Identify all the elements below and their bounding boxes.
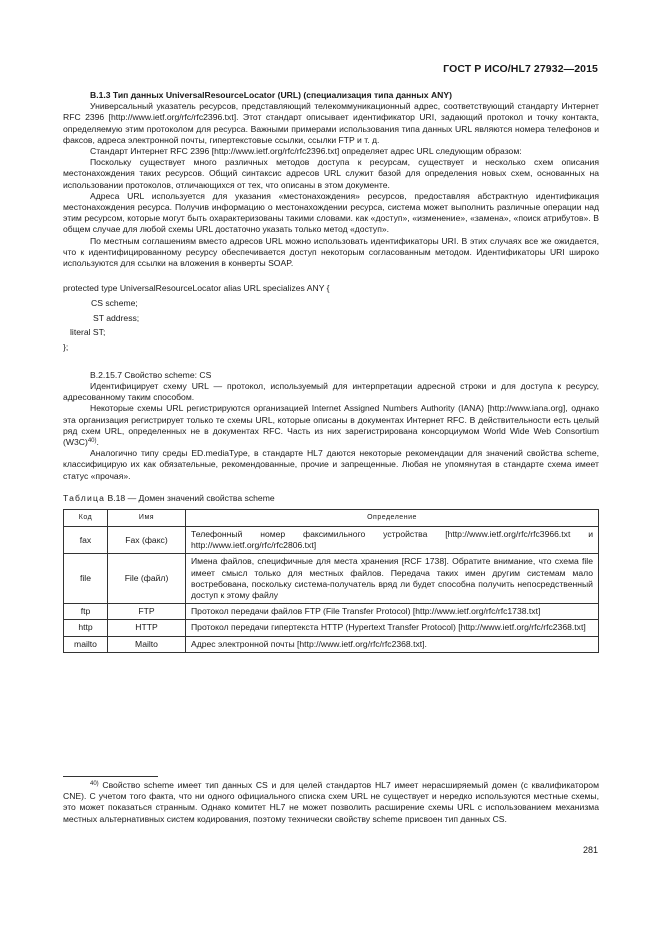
column-header-code: Код: [64, 510, 108, 527]
table-caption-label: Таблица: [63, 492, 106, 503]
cell-name: FTP: [108, 604, 186, 620]
page-content: [63, 90, 599, 653]
cell-code: ftp: [64, 604, 108, 620]
table-caption: [63, 493, 599, 504]
cell-name: Mailto: [108, 636, 186, 652]
table-caption-text: В.18 — Домен значений свойства scheme: [105, 492, 275, 503]
paragraph: Адреса URL используется для указания «местонахождения» ресурсов, предоставляя абстрактную идентификация местонахождения ресурса. Получив информацию о местонахождении ресурса, система может выполнить различные операции над этим ресурсом, которые могут быть охарактеризованы такими словами. как «доступ», «изменение», «замена», «поиск атрибутов». В общем случае для любой схемы URL достаточно указать только метод «доступ».: [63, 190, 599, 235]
code-line: ST address;: [93, 312, 140, 323]
paragraph: Универсальный указатель ресурсов, представляющий телекоммуникационный адрес, соответствующий стандарту Интернет RFC 2396 [http://www.ietf.org/rfc/rfc2396.txt]. Этот стандарт описывает идентификатор URI, задающий протокол и точку контакта, определяемую этим протоколом для ресурса. Важными примерами использования типа данных URL являются номера телефонов и факсов, адреса электронной почты, гипертекстовые ссылки, ссылки FTP и т. д.: [63, 101, 599, 145]
code-block: [63, 283, 599, 353]
paragraph: [63, 403, 599, 448]
cell-definition: Адрес электронной почты [http://www.ietf.org/rfc/rfc2368.txt].: [186, 636, 599, 652]
cell-code: file: [64, 554, 108, 604]
code-line: literal ST;: [70, 327, 106, 338]
paragraph: По местным соглашениям вместо адресов URL можно использовать идентификаторы URI. В этих случаях все же ожидается, что к идентифицированному ресурсу обеспечивается доступ некоторым согласованным методом. Идентификаторы URI широко используются для ссылки на вложения в конверты SOAP.: [63, 235, 599, 269]
footnote-reference[interactable]: 40): [87, 437, 97, 444]
scheme-domain-table: [63, 509, 599, 653]
paragraph: Идентифицирует схему URL — протокол, используемый для интерпретации адресной строки и для доступа к ресурсу, адресованному таким способом.: [63, 380, 599, 403]
cell-definition: Телефонный номер факсимильного устройства [http://www.ietf.org/rfc/rfc3966.txt и http://www.ietf.org/rfc/rfc2806.txt]: [186, 527, 599, 554]
footnote-marker: 40): [90, 781, 99, 787]
document-header: ГОСТ Р ИСО/HL7 27932—2015: [443, 63, 598, 75]
page-number: 281: [582, 845, 598, 855]
column-header-name: Имя: [108, 510, 186, 527]
cell-name: HTTP: [108, 620, 186, 636]
cell-definition: Имена файлов, специфичные для места хранения [RCF 1738]. Обратите внимание, что схема file имеет смысл только для местных файлов. Передача таких имен другим системам мало востребована, поскольку система-получатель вряд ли будет способна получить непосредственный доступ к этому файлу: [186, 554, 599, 604]
table-row: [64, 604, 599, 620]
footnote-text: Свойство scheme имеет тип данных CS и для целей стандартов HL7 имеет нерасширяемый домен (с квалификатором CNE). С учетом того факта, что ни одного официального списка схем URL не существует и нередко используются местные схемы, это может показаться странным. Однако комитет HL7 не может позволить расширение схемы URL с использованием механизма местных альтернативных систем кодирования, поэтому технически свойству scheme присвоен тип данных CS.: [63, 780, 599, 824]
column-header-definition: Определение: [186, 510, 599, 527]
paragraph-text: Некоторые схемы URL регистрируются организацией Internet Assigned Numbers Authority (IANA) [http://www.iana.org], однако эта организация регистрирует только те схемы URL, которые описаны в документах Интернет RFC. В действительности есть целый ряд схем URL, определенных не в документах RFC. Часть из них зарегистрирована консорциумом World Wide Web Consortium (W3C): [63, 403, 599, 447]
table-header-row: [64, 510, 599, 527]
paragraph: Аналогично типу среды ED.mediaType, в стандарте HL7 даются некоторые рекомендации для значений свойства scheme, классифицирую их как обязательные, рекомендованные, прочие и запрещенные. Любая не упомянутая в стандарте схема имеет статус «прочая».: [63, 448, 599, 481]
cell-definition: Протокол передачи файлов FTP (File Transfer Protocol) [http://www.ietf.org/rfc/rfc1738.txt]: [186, 604, 599, 620]
cell-definition: Протокол передачи гипертекста HTTP (Hypertext Transfer Protocol) [http://www.ietf.org/rfc/rfc2368.txt]: [186, 620, 599, 636]
code-line: protected type UniversalResourceLocator alias URL specializes ANY {: [63, 283, 330, 294]
subsection-heading: В.2.15.7 Свойство scheme: CS: [90, 369, 212, 380]
cell-name: Fax (факс): [108, 527, 186, 554]
table-row: [64, 527, 599, 554]
paragraph: Поскольку существует много различных методов доступа к ресурсам, существует и несколько схем описания местонахождения таких ресурсов. Общий синтаксис адресов URL служит базой для определения новых схем, основанных на использовании протоколов, отличающихся от тех, что описаны в этом документе.: [63, 157, 599, 190]
table-row: [64, 636, 599, 652]
paragraph: Стандарт Интернет RFC 2396 [http://www.ietf.org/rfc/rfc2396.txt] определяет адрес URL следующим образом:: [90, 146, 522, 157]
cell-name: File (файл): [108, 554, 186, 604]
code-line: CS scheme;: [91, 297, 138, 308]
section-heading: В.1.3 Тип данных UniversalResourceLocator (URL) (специализация типа данных ANY): [90, 90, 452, 100]
footnote-separator: [63, 776, 158, 777]
table-row: [64, 554, 599, 604]
code-line: };: [63, 342, 69, 353]
paragraph-end: .: [96, 436, 99, 447]
footnote: [63, 780, 599, 825]
cell-code: fax: [64, 527, 108, 554]
table-row: [64, 620, 599, 636]
cell-code: http: [64, 620, 108, 636]
cell-code: mailto: [64, 636, 108, 652]
